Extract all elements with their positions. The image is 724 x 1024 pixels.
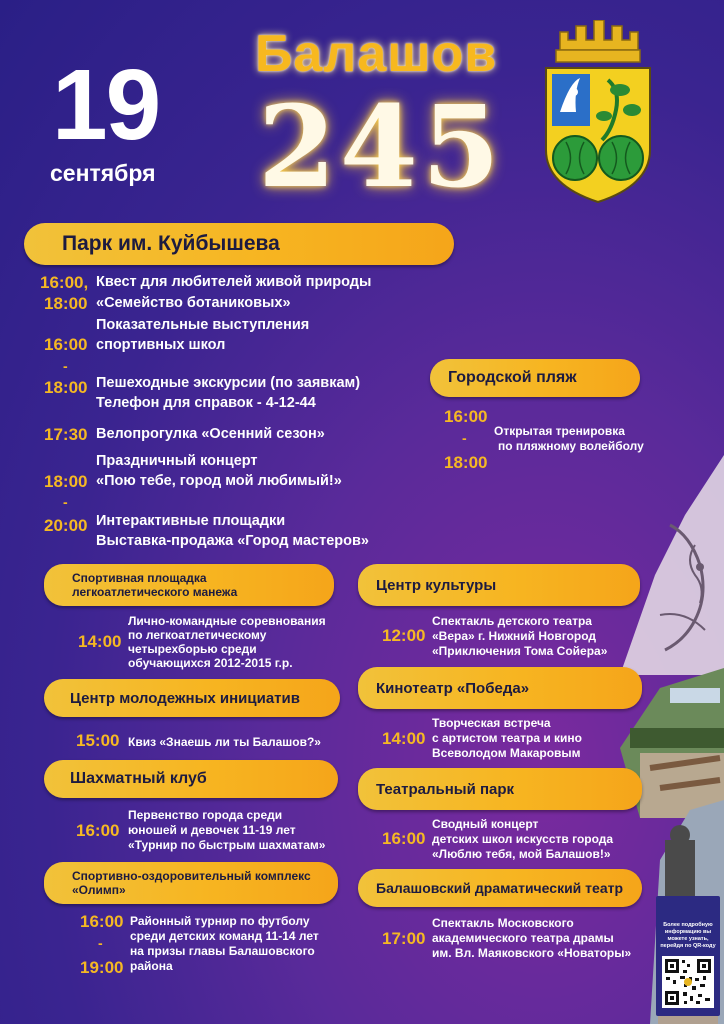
park-time: 16:00 <box>44 335 88 354</box>
city-title: Балашов <box>255 25 498 83</box>
youth-center-time: 15:00 <box>76 731 120 750</box>
drama-theatre-event-text: им. Вл. Маяковского «Новаторы» <box>432 946 632 960</box>
drama-theatre-section-title: Балашовский драматический театр <box>376 880 624 896</box>
park-time-dash: - <box>63 494 68 510</box>
cinema-time: 14:00 <box>382 729 426 748</box>
qr-code-icon[interactable] <box>662 956 714 1008</box>
qr-info-box <box>656 896 720 1016</box>
olimp-event-text: района <box>130 959 173 973</box>
park-time: 17:30 <box>44 425 88 444</box>
chess-club-time: 16:00 <box>76 821 120 840</box>
theatre-park-event-text: «Люблю тебя, мой Балашов!» <box>432 847 611 861</box>
olimp-event-text: на призы главы Балашовского <box>130 944 315 958</box>
drama-theatre-event-text: Спектакль Московского <box>432 916 574 930</box>
beach-event-text: по пляжному волейболу <box>498 439 644 453</box>
stadium-section-header <box>44 564 334 606</box>
park-time-dash: - <box>63 358 68 374</box>
park-event-text: Пешеходные экскурсии (по заявкам) <box>96 375 361 391</box>
olimp-event-text: среди детских команд 11-14 лет <box>130 929 319 943</box>
olimp-section-title-line1: Спортивно-оздоровительный комплекс <box>72 869 311 883</box>
olimp-section-title-line2: «Олимп» <box>72 883 126 897</box>
olimp-event-text: Районный турнир по футболу <box>130 914 310 928</box>
stadium-time: 14:00 <box>78 632 122 651</box>
stadium-event-text: Лично-командные соревнования <box>128 614 326 628</box>
cinema-event-text: Всеволодом Макаровым <box>432 746 581 760</box>
park-event-text: «Пою тебе, город мой любимый!» <box>96 473 342 489</box>
olimp-time-end: 19:00 <box>80 958 124 977</box>
cinema-event-text: с артистом театра и кино <box>432 731 582 745</box>
beach-event-text: Открытая тренировка <box>494 424 625 438</box>
park-event-text: спортивных школ <box>96 337 226 353</box>
park-event-text: Показательные выступления <box>96 317 310 333</box>
chess-club-section-title: Шахматный клуб <box>70 770 207 787</box>
park-event-text: Телефон для справок - 4-12-44 <box>96 395 316 411</box>
drama-theatre-event-text: академического театра драмы <box>432 931 614 945</box>
youth-center-section-header <box>44 679 340 717</box>
beach-time-end: 18:00 <box>444 453 488 472</box>
olimp-time-dash: - <box>98 935 103 951</box>
theatre-park-section-header <box>358 768 642 810</box>
olimp-section-header <box>44 862 338 904</box>
park-event-text: Праздничный концерт <box>96 453 258 469</box>
chess-club-event-text: Первенство города среди <box>128 808 283 822</box>
park-event-text: «Семейство ботаниковых» <box>96 295 291 311</box>
chess-club-event-text: «Турнир по быстрым шахматам» <box>128 838 326 852</box>
park-time: 16:00, <box>40 273 89 292</box>
culture-center-section-header <box>358 564 640 606</box>
chess-club-event-text: юношей и девочек 11-19 лет <box>128 823 296 837</box>
park-event-text: Выставка-продажа «Город мастеров» <box>96 533 369 549</box>
theatre-park-section-title: Театральный парк <box>376 780 515 798</box>
cinema-event-text: Творческая встреча <box>432 716 551 730</box>
stadium-event-text: по легкоатлетическому <box>128 628 267 642</box>
culture-center-event-text: «Приключения Тома Сойера» <box>432 644 608 658</box>
park-event-text: Интерактивные площадки <box>96 513 286 529</box>
park-section-title: Парк им. Куйбышева <box>62 232 280 255</box>
youth-center-section-title: Центр молодежных инициатив <box>70 689 300 707</box>
culture-center-section-title: Центр культуры <box>376 576 497 594</box>
beach-section-title: Городской пляж <box>448 369 577 386</box>
cinema-section-header <box>358 667 642 709</box>
beach-time-start: 16:00 <box>444 407 488 426</box>
culture-center-event-text: «Вера» г. Нижний Новгород <box>432 629 597 643</box>
anniversary-number: 245 <box>258 82 504 213</box>
olimp-time-start: 16:00 <box>80 912 124 931</box>
theatre-park-time: 16:00 <box>382 829 426 848</box>
event-day: 19 <box>52 49 160 161</box>
park-section-header <box>24 223 454 265</box>
park-time: 18:00 <box>44 378 88 397</box>
qr-caption: Более подробную информацию вы можете узнать, перейдя по QR-коду <box>660 922 716 949</box>
park-event-text: Велопрогулка «Осенний сезон» <box>96 426 325 442</box>
culture-center-event-text: Спектакль детского театра <box>432 614 592 628</box>
stadium-event-text: четырехборью среди <box>128 642 257 656</box>
theatre-park-event-text: Сводный концерт <box>432 817 539 831</box>
beach-time-dash: - <box>462 430 467 446</box>
park-event-text: Квест для любителей живой природы <box>96 274 372 290</box>
park-time: 18:00 <box>44 472 88 491</box>
drama-theatre-section-header <box>358 869 642 907</box>
park-time: 20:00 <box>44 516 88 535</box>
stadium-event-text: обучающихся 2012-2015 г.р. <box>128 656 293 670</box>
park-time: 18:00 <box>44 294 88 313</box>
stadium-section-title-line2: легкоатлетического манежа <box>72 585 238 599</box>
drama-theatre-time: 17:00 <box>382 929 426 948</box>
coat-of-arms-icon <box>538 20 658 210</box>
cinema-section-title: Кинотеатр «Победа» <box>376 679 530 697</box>
youth-center-event-text: Квиз «Знаешь ли ты Балашов?» <box>128 735 321 749</box>
theatre-park-event-text: детских школ искусств города <box>432 832 614 846</box>
stadium-section-title-line1: Спортивная площадка <box>72 571 207 585</box>
culture-center-time: 12:00 <box>382 626 426 645</box>
chess-club-section-header <box>44 760 338 798</box>
event-month: сентября <box>50 160 156 186</box>
beach-section-header <box>430 359 640 397</box>
